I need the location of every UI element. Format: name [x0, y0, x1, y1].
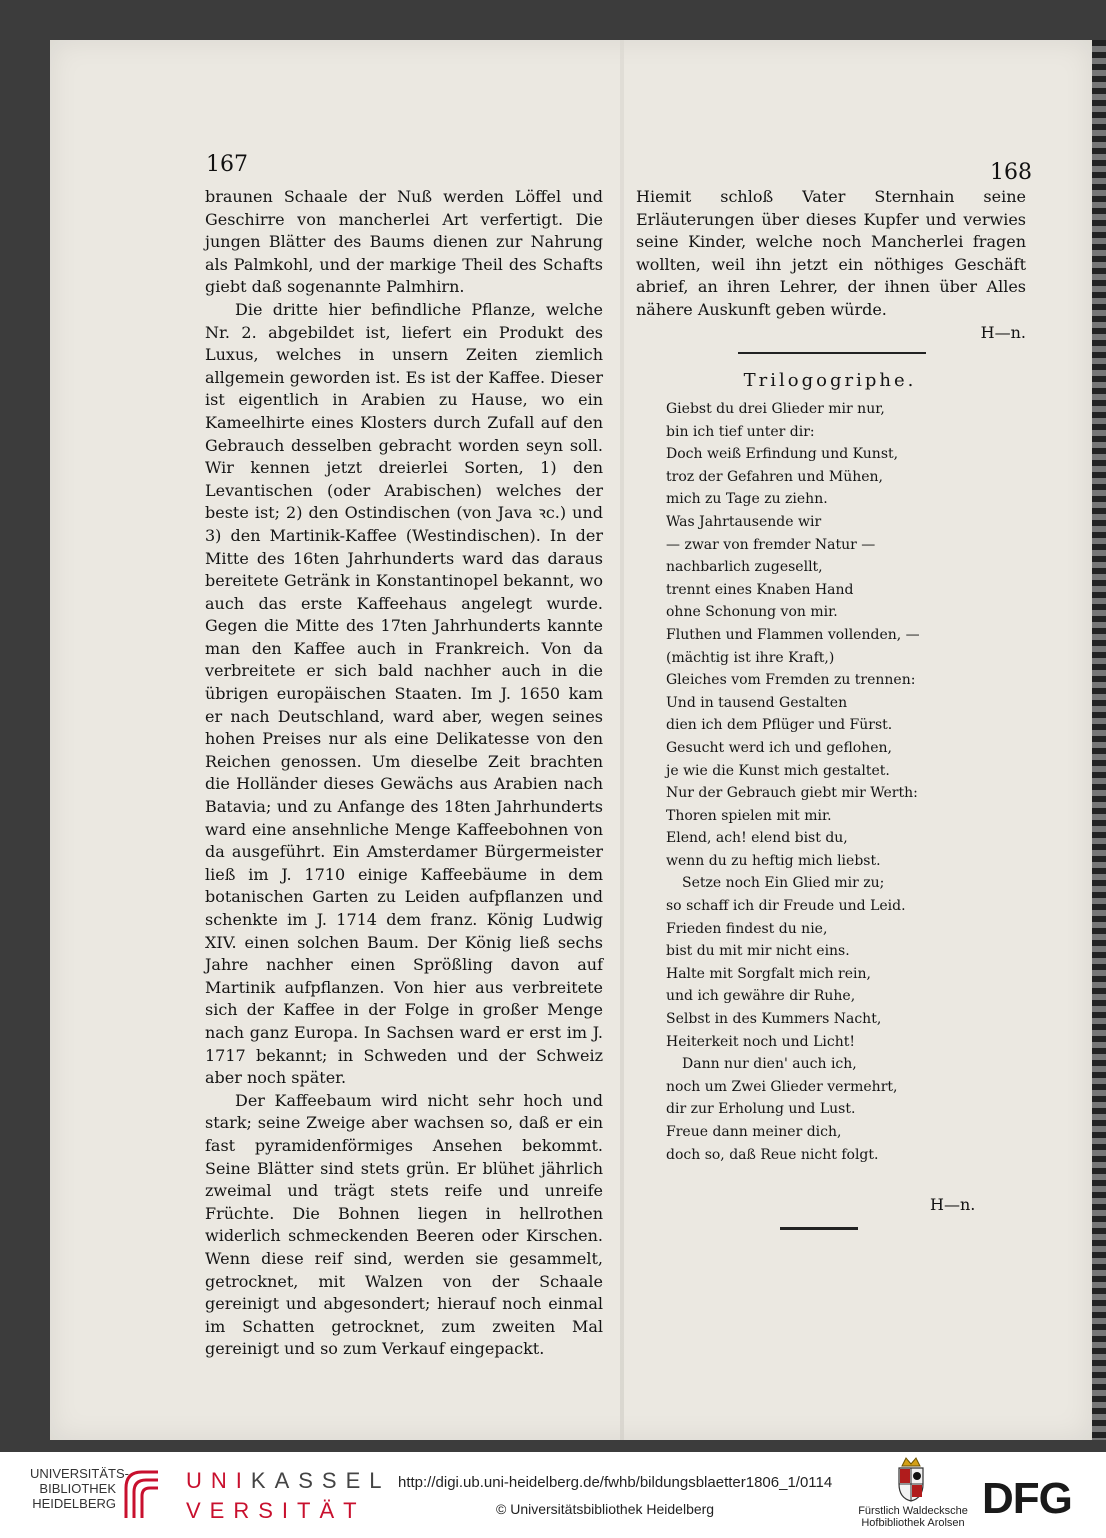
- poem-line: je wie die Kunst mich gestaltet.: [666, 762, 890, 779]
- author-signature: H—n.: [980, 322, 1026, 342]
- poem-line: Was Jahrtausende wir: [666, 513, 822, 530]
- poem-line: wenn du zu heftig mich liebst.: [666, 852, 881, 869]
- poem-line: Und in tausend Gestalten: [666, 694, 848, 711]
- arolsen-line-2: Hofbibliothek Arolsen: [861, 1517, 965, 1529]
- permalink-url[interactable]: http://digi.ub.uni-heidelberg.de/fwhb/bildungsblaetter1806_1/0114: [398, 1474, 833, 1491]
- poem-line: Gesucht werd ich und geflohen,: [666, 739, 892, 756]
- uni-kassel-logo[interactable]: [186, 1466, 391, 1526]
- copyright-notice: © Universitätsbibliothek Heidelberg: [496, 1501, 715, 1517]
- arolsen-library-logo[interactable]: [850, 1505, 976, 1529]
- arolsen-line-1: Fürstlich Waldecksche: [858, 1505, 968, 1517]
- poem-line: Frieden findest du nie,: [666, 920, 828, 937]
- heidelberg-library-logo[interactable]: [30, 1466, 129, 1511]
- heidelberg-line-3: HEIDELBERG: [32, 1496, 116, 1511]
- poem-line: und ich gewähre dir Ruhe,: [666, 988, 856, 1005]
- poem-line: Thoren spielen mit mir.: [666, 807, 832, 824]
- body-paragraph: braunen Schaale der Nuß werden Löffel und Geschirre von mancherlei Art verfertigt. Die jungen Blätter des Baums dienen zur Nahrung als Palmkohl, und der markige Theil des Schafts giebt daß sogenannte Palmhirn.: [205, 187, 603, 297]
- poem-line: noch um Zwei Glieder vermehrt,: [666, 1078, 898, 1095]
- poem: [666, 398, 976, 1214]
- poem-line: — zwar von fremder Natur —: [666, 536, 876, 553]
- right-column: [636, 186, 1026, 344]
- poem-line: bin ich tief unter dir:: [666, 423, 815, 440]
- poem-line: Freue dann meiner dich,: [666, 1124, 842, 1140]
- poem-line: Dann nur dien' auch ich,: [682, 1056, 857, 1073]
- heidelberg-line-2: BIBLIOTHEK: [39, 1481, 116, 1496]
- poem-line: Fluthen und Flammen vollenden, —: [666, 626, 920, 643]
- poem-title: Trilogogriphe.: [743, 370, 917, 391]
- poem-line: Gleiches vom Fremden zu trennen:: [666, 672, 916, 689]
- poem-line: troz der Gefahren und Mühen,: [666, 468, 883, 485]
- dfg-logo[interactable]: DFG: [982, 1474, 1072, 1523]
- heidelberg-line-1: UNIVERSITÄTS-: [30, 1466, 129, 1481]
- poem-line: bist du mit mir nicht eins.: [666, 943, 850, 960]
- poem-line: Halte mit Sorgfalt mich rein,: [666, 965, 871, 982]
- end-rule: [780, 1227, 858, 1230]
- poem-line: Nur der Gebrauch giebt mir Werth:: [666, 785, 918, 802]
- closing-paragraph: Hiemit schloß Vater Sternhain seine Erläuterungen über dieses Kupfer und verwies seine Kinder, welche noch Mancherlei fragen wollten, weil ihn jetzt ein nöthiges Geschäft abrief, an ihren Lehrer, der ihnen über Alles nähere Auskunft geben würde.: [636, 187, 1026, 319]
- page-number-right: 168: [990, 160, 1032, 185]
- page-gutter: [620, 40, 624, 1440]
- poem-line: dien ich dem Pflüger und Fürst.: [666, 717, 893, 734]
- poem-line: mich zu Tage zu ziehn.: [666, 491, 828, 508]
- poem-line: ohne Schonung von mir.: [666, 604, 838, 621]
- body-paragraph: Die dritte hier befindliche Pflanze, welche Nr. 2. abgebildet ist, liefert ein Produkt des Luxus, welches in unsern Zeiten ziemlich allgemein geworden ist. Es ist der Kaffee. Dieser ist eigentlich in Arabien zu Hause, wo ein Kameelhirte eines Klosters durch Zufall auf den Gebrauch desselben gebracht worden seyn soll. Wir kennen jetzt dreierlei Sorten, 1) den Levantischen (oder Arabischen) welches der beste ist; 2) den Ostindischen (von Java ꝛc.) und 3) den Martinik-Kaffee (Westindischen). In der Mitte des 16ten Jahrhunderts ward das daraus bereitete Getränk in Konstantinopel bekannt, wo auch das erste Kaffeehaus angelegt wurde. Gegen die Mitte des 17ten Jahrhunderts kannte man den Kaffee auch in Frankreich. Von da verbreitete er sich bald nachher auch in die übrigen europäischen Staaten. Im J. 1650 kam er nach Deutschland, ward aber, wegen seines hohen Preises nur als eine Delikatesse von den Reichen genossen. Um dieselbe Zeit brachten die Holländer dieses Gewächs aus Arabien nach Batavia; und zu Anfange des 18ten Jahrhunderts ward eine ansehnliche Menge Kaffeebohnen von da ausgeführt. Ein Amsterdamer Bürgermeister ließ im J. 1710 einige Kaffeebäume in dem botanischen Garten zu Leiden aufpflanzen und schenkte im J. 1714 dem franz. König Ludwig XIV. einen solchen Baum. Der König ließ sechs Jahre nachher einen Sprößling davon auf Martinik aufpflanzen. Von hier aus verbreitete sich der Kaffee in der Folge in großer Menge nach ganz Europa. In Sachsen ward er erst im J. 1717 bekannt; in Schweden und der Schweiz aber noch später.: [205, 299, 603, 1088]
- poem-signature: H—n.: [930, 1195, 976, 1214]
- poem-line: Elend, ach! elend bist du,: [666, 830, 848, 847]
- section-divider: [738, 352, 926, 354]
- poem-line: nachbarlich zugesellt,: [666, 559, 823, 576]
- poem-line: Heiterkeit noch und Licht!: [666, 1033, 855, 1050]
- page-number-left: 167: [206, 152, 248, 177]
- poem-line: Setze noch Ein Glied mir zu;: [682, 875, 885, 892]
- poem-line: (mächtig ist ihre Kraft,): [666, 649, 835, 666]
- kassel-line-1: UNIKASSEL: [186, 1468, 391, 1493]
- poem-line: Selbst in des Kummers Nacht,: [666, 1011, 882, 1028]
- scan-edge-marker: [1092, 40, 1106, 1440]
- waldeck-crest-icon: [894, 1456, 928, 1502]
- body-paragraph: Der Kaffeebaum wird nicht sehr hoch und stark; seine Zweige aber wachsen so, daß er ein fast pyramidenförmiges Ansehen bekommt. Seine Blätter sind stets grün. Er blühet jährlich zweimal und trägt stets reife und unreife Früchte. Die Bohnen liegen in hellrothen widerlich schmeckenden Beeren oder Kirschen. Wenn diese reif sind, werden sie gesammelt, getrocknet, mit Walzen von der Schaale gereinigt und abgesondert; hierauf noch einmal im Schatten getrocknet, zum zweiten Mal gereinigt und so zum Verkauf eingepackt.: [205, 1090, 603, 1359]
- poem-line: Doch weiß Erfindung und Kunst,: [666, 446, 899, 463]
- kassel-line-2: VERSITÄT: [186, 1498, 366, 1523]
- poem-line: doch so, daß Reue nicht folgt.: [666, 1146, 879, 1163]
- left-column: [205, 186, 603, 1361]
- heidelberg-arch-icon: [122, 1468, 162, 1520]
- poem-line: so schaff ich dir Freude und Leid.: [666, 898, 906, 915]
- poem-line: Giebst du drei Glieder mir nur,: [666, 401, 885, 417]
- poem-line: trennt eines Knaben Hand: [666, 581, 854, 598]
- poem-line: dir zur Erholung und Lust.: [666, 1101, 856, 1118]
